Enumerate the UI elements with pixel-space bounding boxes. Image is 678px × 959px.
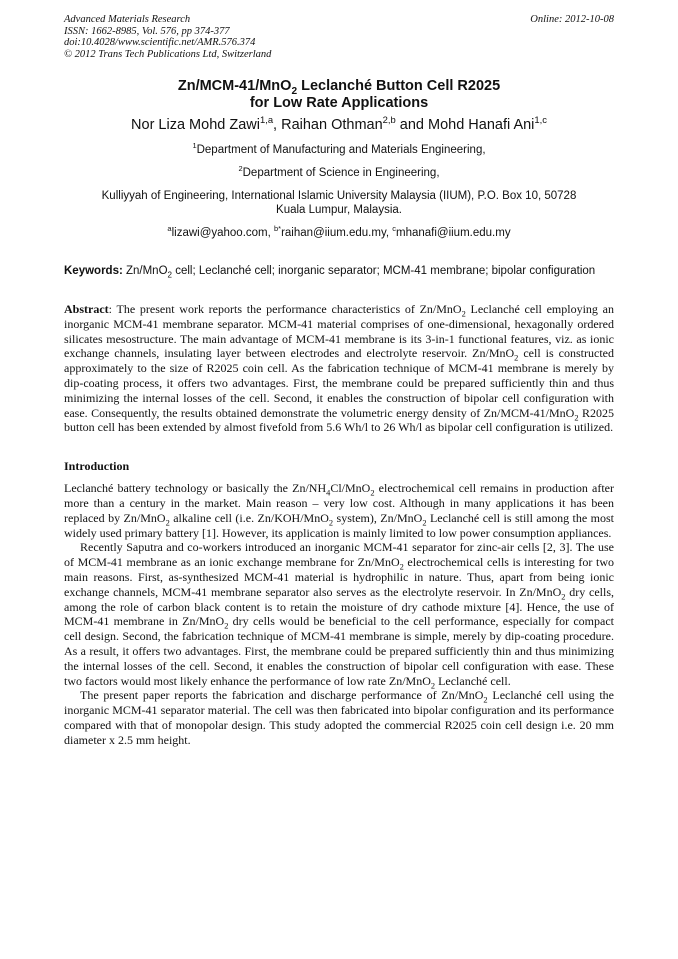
para-subscript: 2 (422, 518, 427, 528)
abstract-subscript: 2 (461, 309, 466, 319)
para-text: Leclanché cell using the inorganic MCM-41 separator material. The cell was then fabricated into bipolar configuration and its performance compared with that of monopolar design. This study adopted the commercial R2025 coin cell design i.e. 20 mm diameter x 2.5 mm height. (64, 688, 615, 747)
abstract-text: : The present work reports the performance characteristics of Zn/MnO (108, 302, 462, 316)
para-subscript: 2 (165, 518, 170, 528)
author-affil-mark: 1,c (534, 114, 547, 126)
journal-header (64, 14, 614, 60)
section-heading-introduction: Introduction (64, 459, 130, 474)
para-subscript: 2 (430, 680, 436, 690)
para-text: Leclanché cell. (435, 673, 511, 688)
intro-paragraph-2 (64, 540, 614, 688)
keywords-text: Zn/MnO (122, 265, 168, 277)
online-date: Online: 2012-10-08 (530, 14, 614, 25)
para-text: Leclanché cell is still among the most widely used primary battery [1]. However, its application is mainly limited to low power consumption appliances. (64, 510, 614, 540)
para-subscript: 4 (326, 488, 331, 498)
author-affil-mark: 1,a (259, 114, 274, 126)
title-subscript: 2 (291, 85, 298, 97)
paper-title (64, 78, 614, 112)
author-name: Nor Liza Mohd Zawi (131, 117, 260, 133)
intro-paragraph-3 (64, 688, 614, 747)
author-list (64, 116, 614, 134)
journal-name: Advanced Materials Research (64, 14, 191, 25)
para-text: alkaline cell (i.e. Zn/KOH/MnO (169, 510, 329, 525)
journal-doi: doi:10.4028/www.scientific.net/AMR.576.374 (64, 37, 256, 48)
para-subscript: 2 (483, 695, 488, 705)
para-text: system), Zn/MnO (333, 510, 423, 525)
para-subscript: 2 (561, 592, 566, 602)
para-subscript: 2 (328, 518, 334, 528)
author-name: Mohd Hanafi Ani (428, 117, 535, 133)
para-text: dry cells, among the role of carbon black content is to retain the moisture of dry cathode mixture [4]. Hence, the use of MCM-41 membrane in Zn/MnO (64, 584, 614, 629)
title-text: Zn/MCM-41/MnO (177, 78, 292, 94)
para-text: dry cells would be beneficial to the cell performance, especially for compact cell design. Second, the fabrication technique of MCM-41 membrane is simple, merely by dip-coating procedure. As a result, it offers two advantages. First, the membrane could be prepared sufficiently thin and thus minimizing the internal losses of the cell. Second, it enables the construction of bipolar cell configuration with ease. These two factors would most likely enhance the performance of low rate Zn/MnO (64, 614, 614, 688)
abstract-subscript: 2 (574, 412, 579, 422)
author-name: Raihan Othman (281, 117, 383, 133)
affil-text: Department of Manufacturing and Materials Engineering, (196, 144, 486, 156)
keywords-text: cell; Leclanché cell; inorganic separator; MCM-41 membrane; bipolar configuration (172, 265, 596, 277)
email-link[interactable]: raihan@iium.edu.my, (281, 227, 393, 239)
journal-issn: ISSN: 1662-8985, Vol. 576, pp 374-377 (64, 25, 230, 37)
author-separator: and (395, 117, 428, 133)
email-mark: b* (274, 224, 282, 234)
email-link[interactable]: mhanafi@iium.edu.my (395, 227, 511, 239)
email-link[interactable]: lizawi@yahoo.com, (171, 227, 275, 239)
email-mark: c (392, 224, 396, 234)
para-text: electrochemical cells is interesting for two main reasons. First, as-synthesized MCM-41 material is hydrophilic in nature. Thus, apart from being ionic exchange channels, MCM-41 membrane separator also serves as the electrolyte reservoir. In Zn/MnO (64, 555, 614, 599)
para-text: The present paper reports the fabrication and discharge performance of Zn/MnO (80, 688, 484, 703)
para-subscript: 2 (370, 488, 375, 498)
affil-text: Department of Science in Engineering, (242, 167, 440, 179)
keywords-label: Keywords: (64, 265, 123, 277)
address-line-2: Kuala Lumpur, Malaysia. (276, 204, 402, 216)
para-subscript: 2 (399, 562, 404, 572)
para-subscript: 2 (224, 621, 229, 631)
affiliation-address (64, 189, 614, 217)
abstract-text: Leclanché cell employing an inorganic MCM-41 membrane separator. MCM-41 material comprises of one-dimensional, hexagonally ordered silicates mesostructure. The main advantage of MCM-41 membrane is its 3-in-1 functional features, viz. as ionic exchange channels, insulating layer between electrodes and electrolyte reservoir. Zn/MnO (64, 302, 614, 361)
abstract (64, 302, 614, 435)
title-line-2: for Low Rate Applications (249, 95, 429, 111)
keywords (64, 264, 614, 278)
affiliation-2 (64, 166, 614, 180)
para-text: Recently Saputra and co-workers introduced an inorganic MCM-41 separator for zinc-air cells [2, 3]. The use of MCM-41 membrane as an ionic exchange membrane for Zn/MnO (64, 540, 614, 570)
title-text: Leclanché Button Cell R2025 (297, 78, 501, 94)
abstract-label: Abstract (64, 302, 109, 316)
email-mark: a (167, 224, 172, 234)
para-text: electrochemical cell remains in production after more than a century in the market. Main reason – very low cost. Although in many applications it has been replaced by Zn/MnO (64, 481, 614, 525)
abstract-text: cell is constructed approximately to the size of R2025 coin cell. As the fabrication technique of MCM-41 membrane is merely by dip-coating process, it offers two advantages. First, the membrane could be prepared sufficiently thin and thus minimizing the internal losses of the cell. Second, it enables the construction of bipolar cell configuration with ease. Consequently, the results obtained demonstrate the volumetric energy density of Zn/MCM-41/MnO (64, 346, 614, 420)
keywords-subscript: 2 (167, 270, 173, 280)
affiliation-1 (64, 143, 614, 157)
journal-copyright: © 2012 Trans Tech Publications Ltd, Switzerland (64, 48, 272, 60)
abstract-text: R2025 button cell has been extended by almost fivefold from 5.6 Wh/l to 26 Wh/l as bipolar cell configuration is utilized. (64, 405, 614, 435)
author-separator: , (273, 117, 282, 133)
intro-paragraph-1 (64, 481, 614, 540)
author-affil-mark: 2,b (382, 114, 396, 126)
affil-mark: 2 (238, 164, 243, 174)
affil-mark: 1 (192, 141, 197, 151)
author-emails (64, 226, 614, 240)
para-text: Leclanché battery technology or basically the Zn/NH (64, 481, 327, 496)
address-line-1: Kulliyyah of Engineering, International Islamic University Malaysia (IIUM), P.O. Box 10, 50728 (101, 190, 577, 202)
abstract-subscript: 2 (514, 353, 519, 363)
para-text: Cl/MnO (330, 481, 371, 496)
